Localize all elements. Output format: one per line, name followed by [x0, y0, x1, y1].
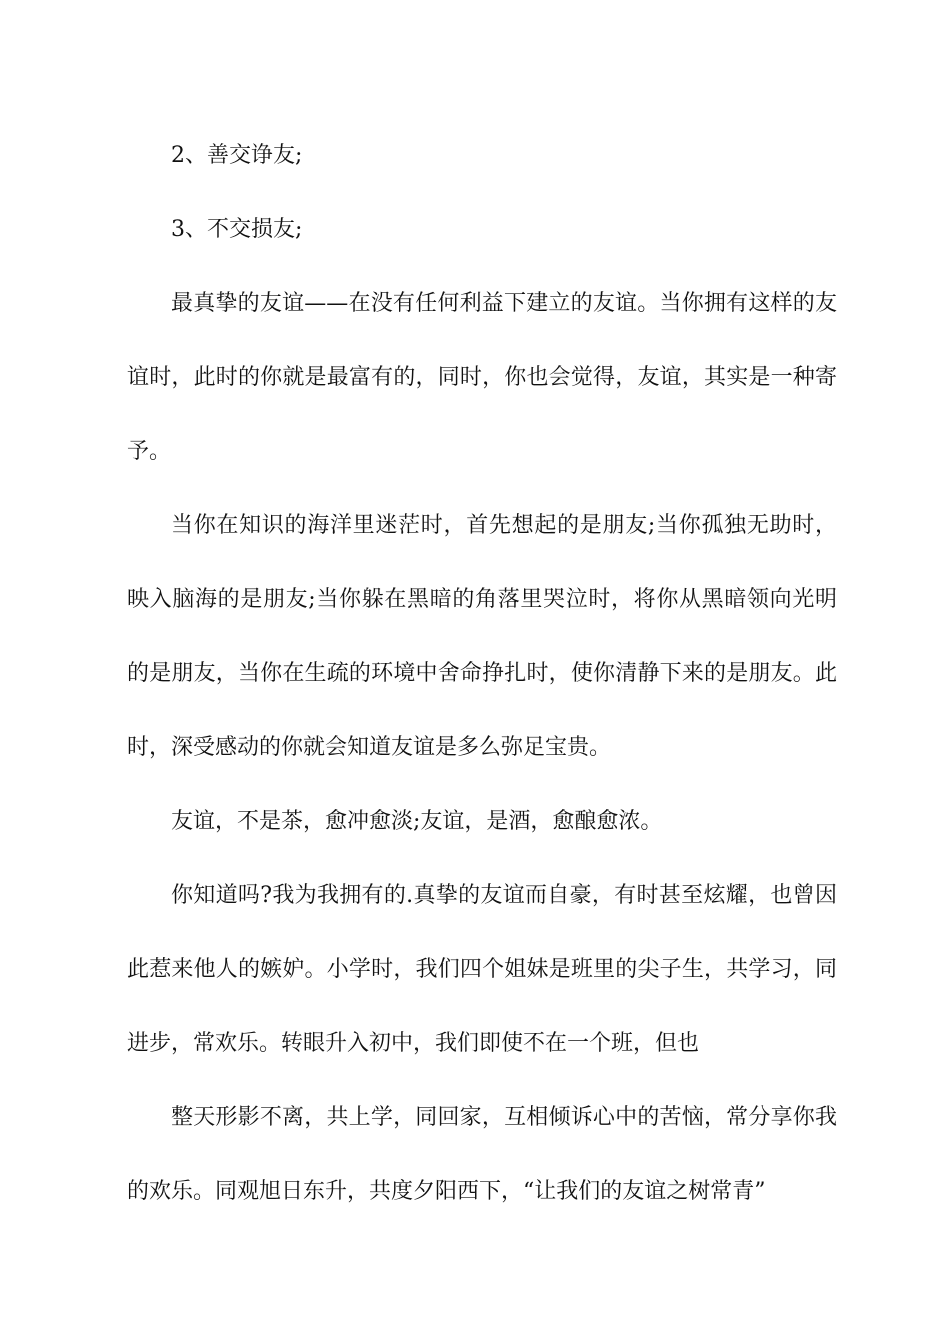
document-body [127, 119, 837, 1229]
paragraph-tea-wine: 友谊，不是茶，愈冲愈淡;友谊，是酒，愈酿愈浓。 [171, 809, 663, 834]
paragraph-friend-moments: 当你在知识的海洋里迷茫时，首先想起的是朋友;当你孤独无助时，映入脑海的是朋友;当你躲在黑暗的角落里哭泣时，将你从黑暗领向光明的是朋友，当你在生疏的环境中舍命挣扎时，使你清静下来的是朋友。此时，深受感动的你就会知道友谊是多么弥足宝贵。 [127, 513, 837, 760]
paragraph-inseparable: 整天形影不离，共上学，同回家，互相倾诉心中的苦恼，常分享你我的欢乐。同观旭日东升，共度夕阳西下，“让我们的友谊之树常青” [127, 1105, 837, 1204]
paragraph-item-3: 3、不交损友; [171, 217, 303, 242]
paragraph-true-friendship: 最真挚的友谊——在没有任何利益下建立的友谊。当你拥有这样的友谊时，此时的你就是最富有的，同时，你也会觉得，友谊，其实是一种寄予。 [127, 291, 837, 464]
paragraph-item-2: 2、善交诤友; [171, 143, 303, 168]
paragraph-proud-friendship: 你知道吗?我为我拥有的.真挚的友谊而自豪，有时甚至炫耀，也曾因此惹来他人的嫉妒。小学时，我们四个姐妹是班里的尖子生，共学习，同进步，常欢乐。转眼升入初中，我们即使不在一个班，但也 [127, 883, 837, 1056]
